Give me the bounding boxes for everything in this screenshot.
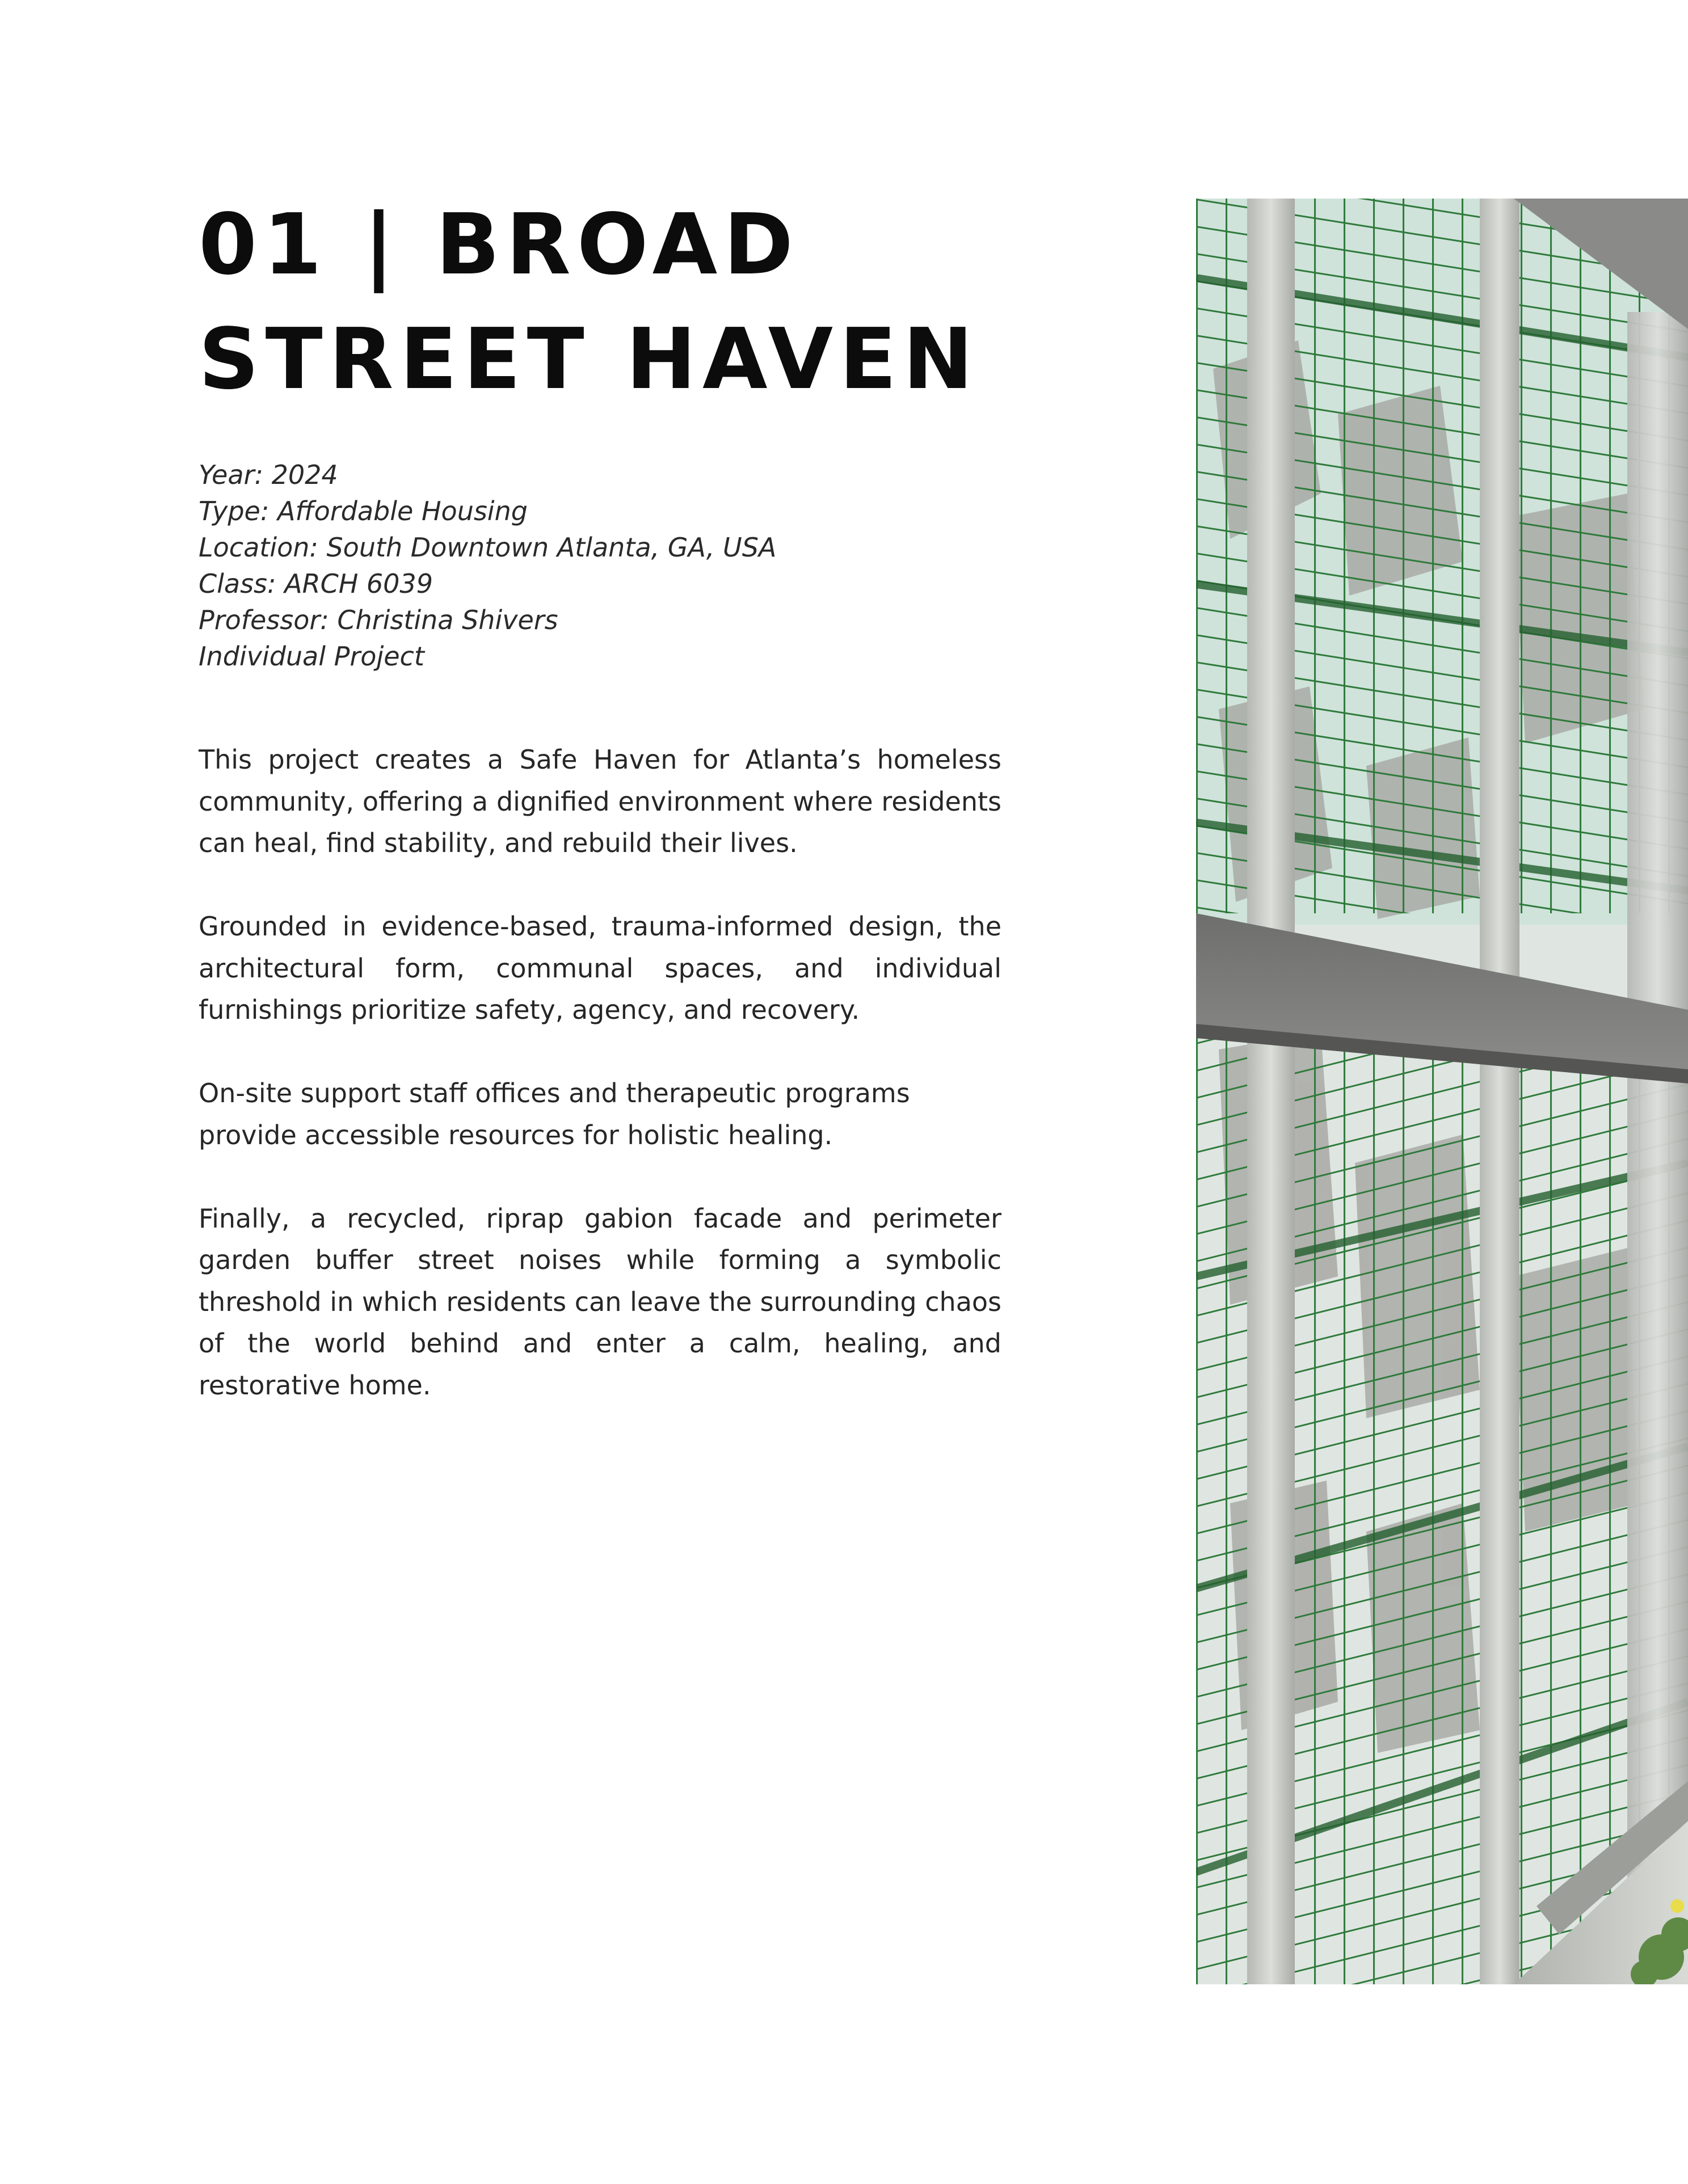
description-paragraph-2: Grounded in evidence-based, trauma-informed design, the architectural form, communal spaces, and individual furnishings prioritize safety, agency, and recovery. bbox=[199, 911, 1001, 1025]
project-meta bbox=[199, 457, 1021, 674]
description-paragraph-1: This project creates a Safe Haven for Atlanta’s homeless community, offering a dignified environment where residents can heal, find stability, and rebuild their lives. bbox=[199, 744, 1001, 858]
meta-class: Class: ARCH 6039 bbox=[199, 568, 433, 599]
meta-professor: Professor: Christina Shivers bbox=[199, 605, 558, 635]
description-paragraph-4: Finally, a recycled, riprap gabion facade and perimeter garden buffer street noises while forming a symbolic threshold in which residents can leave the surrounding chaos of the world behind and enter a calm, healing, and restorative home. bbox=[199, 1203, 1001, 1401]
project-title-line-2: STREET HAVEN bbox=[199, 310, 980, 408]
meta-year: Year: 2024 bbox=[199, 459, 338, 490]
description-paragraph-3: On-site support staff offices and therapeutic programs provide accessible resources for holistic healing. bbox=[199, 1078, 910, 1150]
project-title-line-1: 01 | BROAD bbox=[199, 196, 800, 293]
project-title bbox=[199, 187, 1050, 416]
project-description bbox=[199, 739, 1001, 1448]
meta-type: Type: Affordable Housing bbox=[199, 496, 528, 526]
meta-team: Individual Project bbox=[199, 641, 424, 672]
meta-location: Location: South Downtown Atlanta, GA, USA bbox=[199, 532, 777, 563]
gabion-facade-image bbox=[1196, 199, 1688, 1984]
